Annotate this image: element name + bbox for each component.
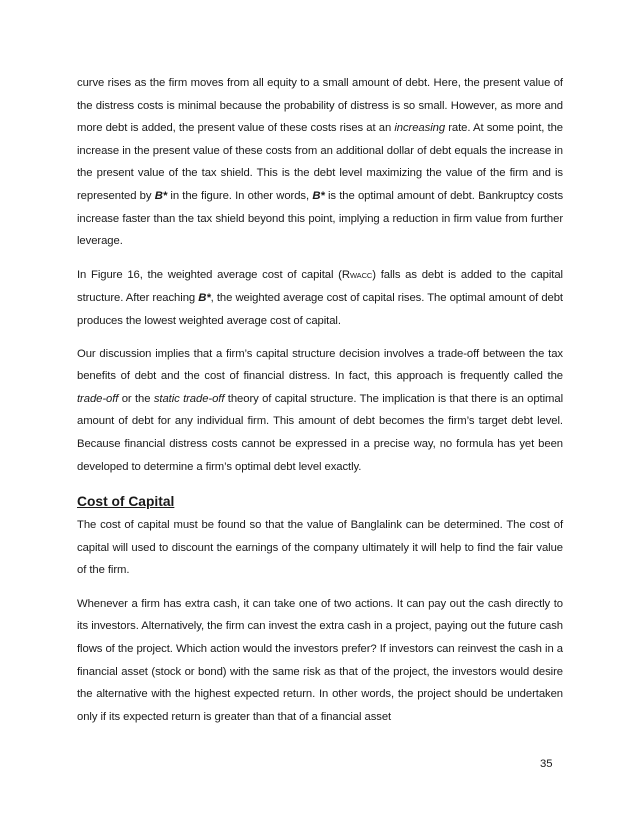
subscript: WACC — [349, 270, 373, 280]
italic-term: increasing — [394, 122, 446, 135]
section-heading: Cost of Capital — [77, 494, 175, 510]
document-page — [77, 72, 563, 739]
italic-term: trade-off — [77, 392, 119, 405]
text-run: in the figure. In other words, — [167, 189, 313, 202]
text-run: , the weighted average cost of capital rises. The optimal amount of debt produces the lowest weighted average cost of capital. — [77, 292, 563, 327]
text-run: curve rises as the firm moves from all equity to a small amount of debt. Here, the present value of the distress costs is minimal because the probability of distress is so small. However, as more and more debt is added, the present value of these costs rises at an — [77, 77, 563, 135]
paragraph-extra-cash: Whenever a firm has extra cash, it can take one of two actions. It can pay out the cash directly to its investors. Alternatively, the firm can invest the extra cash in a project, paying out the future cash flows of the project. Which action would the investors prefer? If investors can reinvest the cash in a financial asset (stock or bond) with the same risk as that of the project, the investors would desire the alternative with the highest expected return. In other words, the project should be undertaken only if its expected return is greater than that of a financial asset — [77, 597, 563, 723]
bold-term: B* — [154, 189, 168, 202]
text-run: theory of capital structure. The implication is that there is an optimal amount of debt for any individual firm. This amount of debt becomes the firm’s target debt level. Because financial distress costs cannot be expressed in a precise way, no formula has yet been developed to determine a firm’s optimal debt level exactly. — [77, 392, 564, 473]
italic-term: static trade-off — [153, 392, 225, 405]
text-run: In Figure 16, the weighted average cost of capital (R — [77, 268, 350, 281]
paragraph-optimal-debt — [77, 72, 563, 253]
bold-term: B* — [312, 189, 325, 202]
paragraph-trade-off — [77, 343, 563, 479]
text-run: Our discussion implies that a firm’s capital structure decision involves a trade-off between the tax benefits of debt and the cost of financial distress. In fact, this approach is frequently called the — [77, 347, 563, 383]
text-run: ) falls as debt is added to the capital structure. After reaching — [77, 268, 563, 305]
text-run: rate. At some point, the increase in the present value of these costs from an additional dollar of debt equals the increase in the present value of the tax shield. This is the debt level maximizing the value of the firm and is represented by — [77, 122, 563, 202]
text-run: or the — [118, 392, 154, 405]
text-run: is the optimal amount of debt. Bankruptcy costs increase faster than the tax shield beyond this point, implying a reduction in firm value from further leverage. — [77, 189, 564, 248]
bold-term: B* — [198, 292, 211, 305]
paragraph-cost-of-capital: The cost of capital must be found so that the value of Banglalink can be determined. The cost of capital will used to discount the earnings of the company ultimately it will help to find the fair value of the firm. — [77, 519, 563, 577]
paragraph-wacc — [77, 264, 563, 333]
page-number: 35 — [540, 758, 553, 770]
